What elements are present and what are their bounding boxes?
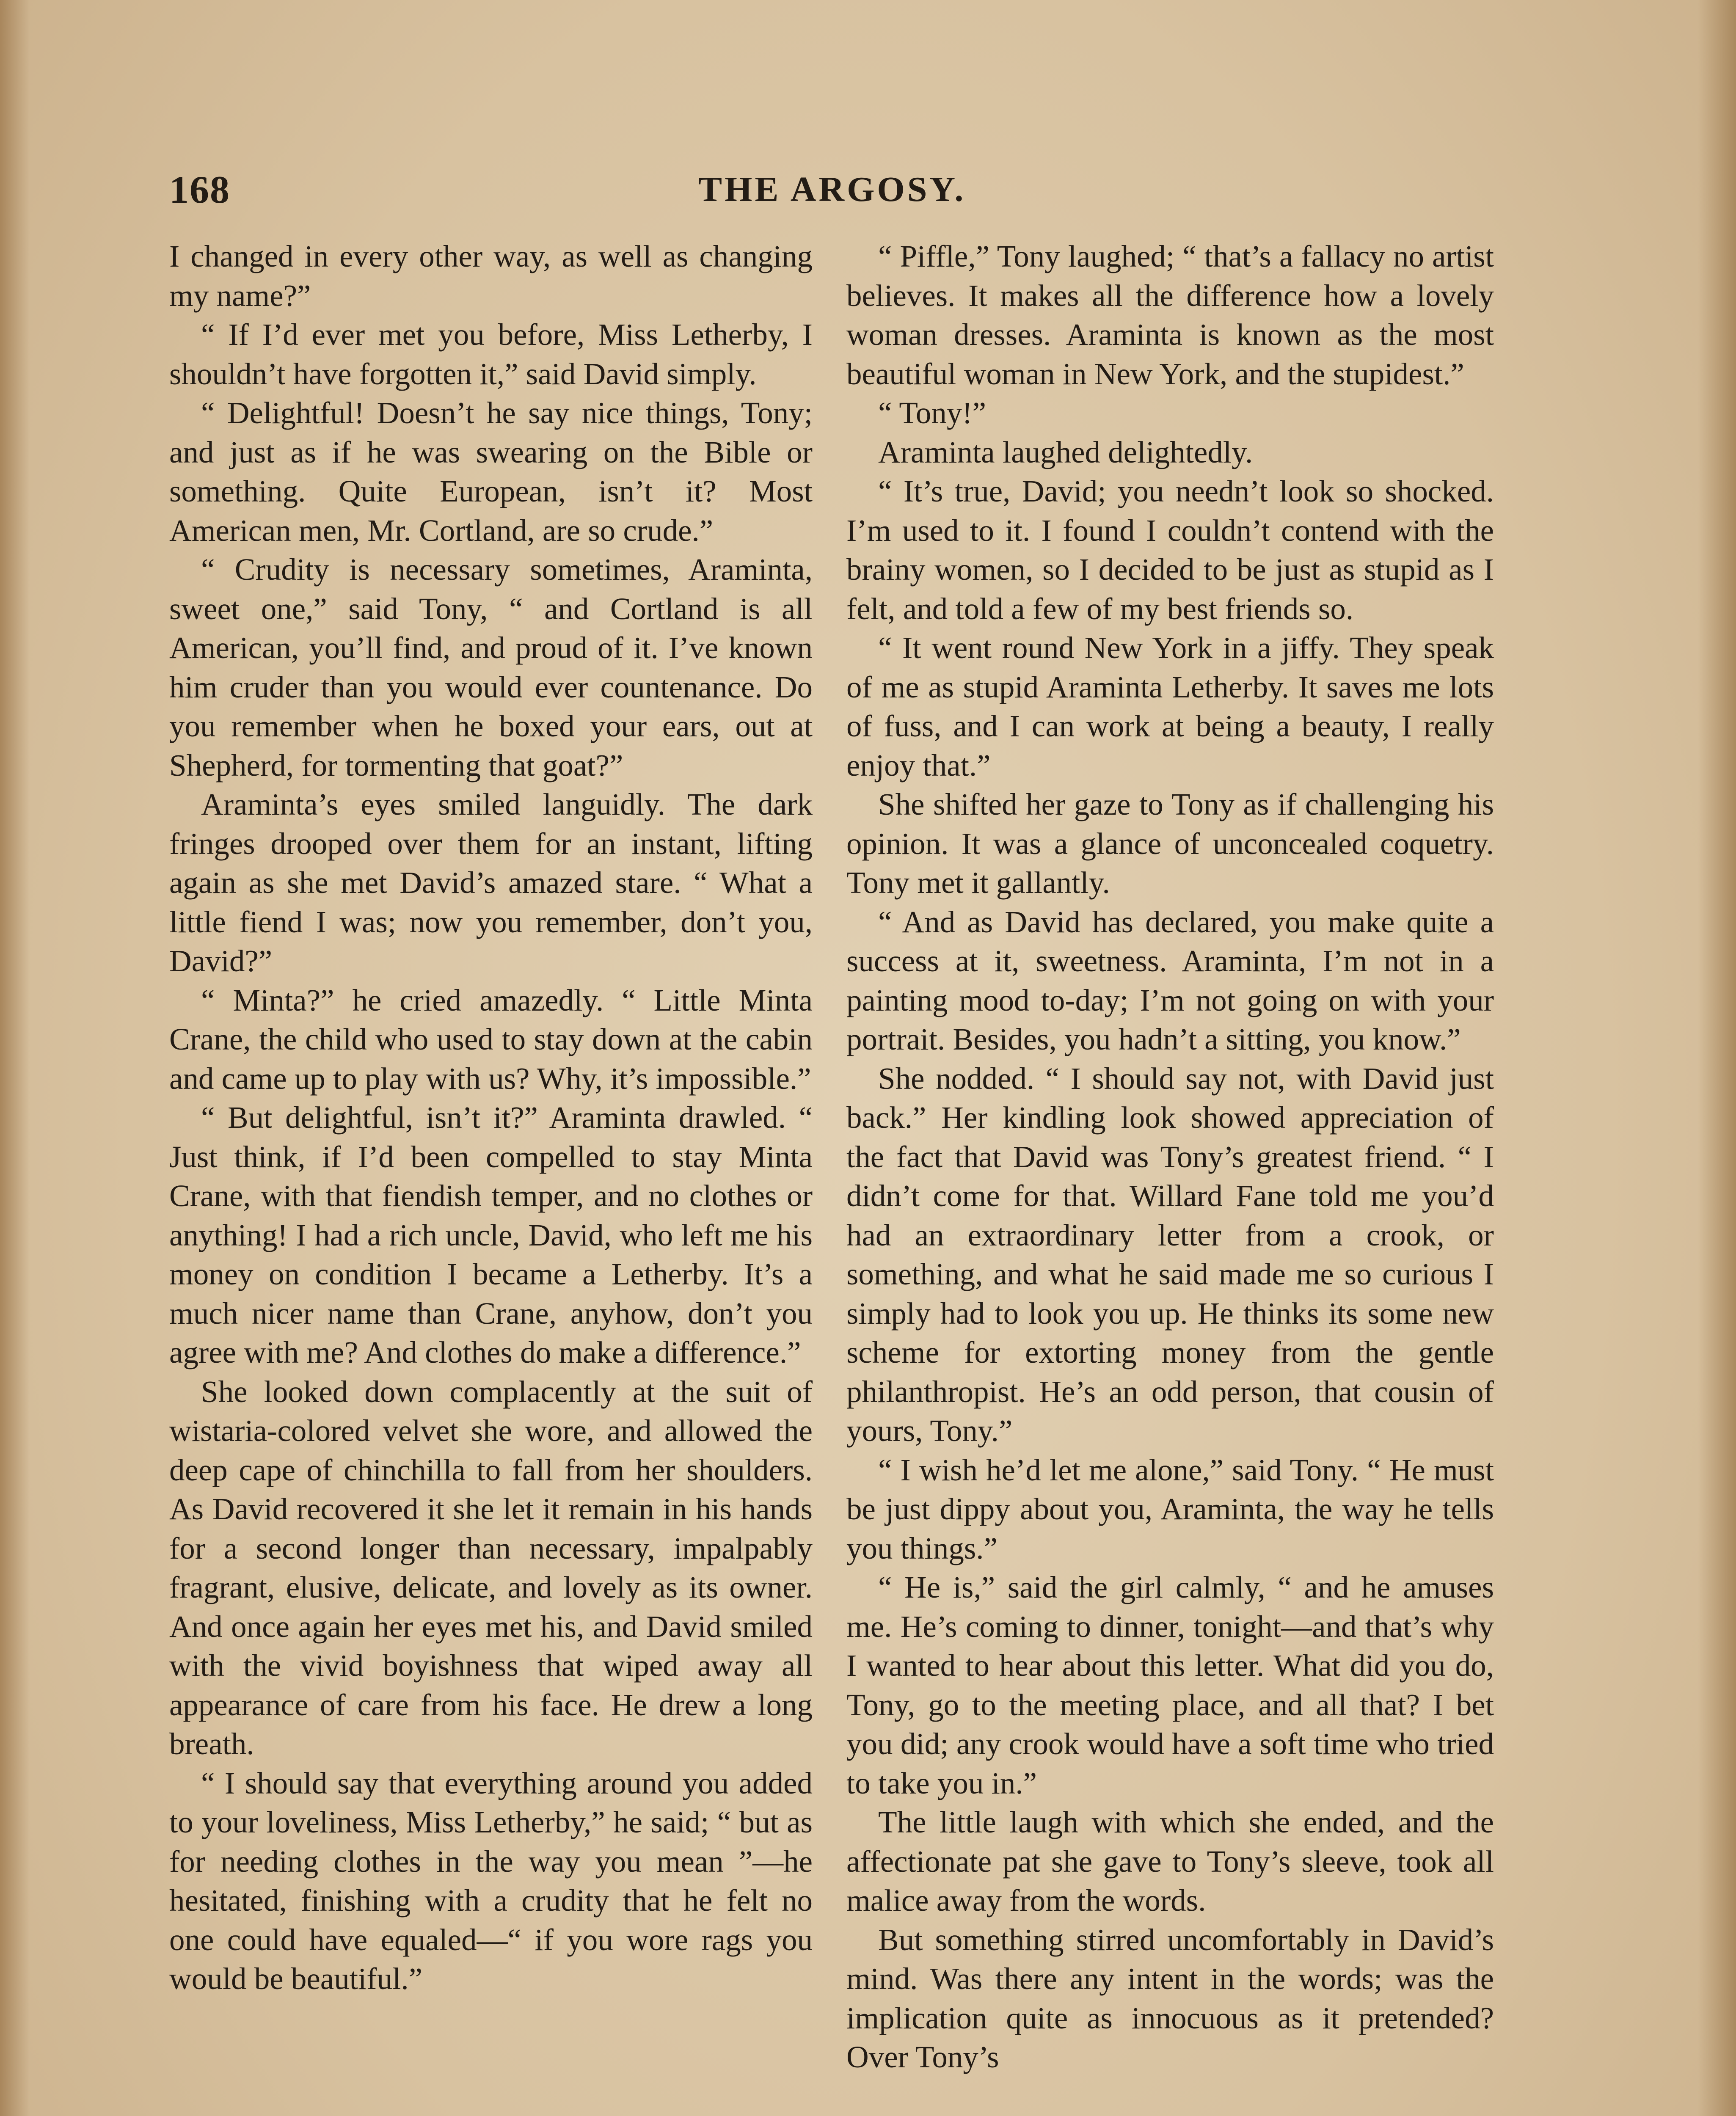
paragraph: “ Crudity is necessary sometimes, Araminta, sweet one,” said Tony, “ and Cortland is all American, you’ll find, and proud of it. I’ve known him cruder than you would ever countenance. Do you remember when he boxed your ears, out at Shepherd, for tormenting that goat?”: [169, 552, 813, 782]
right-column: [846, 237, 1494, 2077]
paragraph: Araminta laughed delightedly.: [878, 435, 1253, 469]
paragraph: “ Delightful! Doesn’t he say nice things, Tony; and just as if he was swearing on the Bible or something. Quite European, isn’t it? Most American men, Mr. Cortland, are so crude.”: [169, 396, 813, 548]
paragraph: “ Minta?” he cried amazedly. “ Little Minta Crane, the child who used to stay down at the cabin and came up to play with us? Why, it’s impossible.”: [169, 983, 813, 1096]
paragraph: “ It went round New York in a jiffy. They speak of me as stupid Araminta Letherby. It saves me lots of fuss, and I can work at being a beauty, I really enjoy that.”: [846, 631, 1494, 782]
paragraph: “ Piffle,” Tony laughed; “ that’s a fallacy no artist believes. It makes all the difference how a lovely woman dresses. Araminta is known as the most beautiful woman in New York, and the stupidest.”: [846, 239, 1494, 391]
paragraph: “ He is,” said the girl calmly, “ and he amuses me. He’s coming to dinner, tonight—and that’s why I wanted to hear about this letter. What did you do, Tony, go to the meeting place, and all that? I bet you did; any crook would have a soft time who tried to take you in.”: [846, 1570, 1494, 1800]
paragraph: The little laugh with which she ended, and the affectionate pat she gave to Tony’s sleeve, took all malice away from the words.: [846, 1805, 1494, 1918]
paragraph: But something stirred uncomfortably in David’s mind. Was there any intent in the words; was the implication quite as innocuous as it pretended? Over Tony’s: [846, 1922, 1494, 2074]
paragraph: “ Tony!”: [878, 396, 986, 430]
paragraph: “ I wish he’d let me alone,” said Tony. “ He must be just dippy about you, Araminta, the way he tells you things.”: [846, 1452, 1494, 1565]
page-header: [169, 167, 1502, 218]
paragraph: “ But delightful, isn’t it?” Araminta drawled. “ Just think, if I’d been compelled to stay Minta Crane, with that fiendish temper, and no clothes or anything! I had a rich uncle, David, who left me his money on condition I became a Letherby. It’s a much nicer name than Crane, anyhow, don’t you agree with me? And clothes do make a difference.”: [169, 1100, 813, 1369]
left-column: [169, 237, 813, 1999]
paragraph: She nodded. “ I should say not, with David just back.” Her kindling look showed appreciation of the fact that David was Tony’s greatest friend. “ I didn’t come for that. Willard Fane told me you’d had an extraordinary letter from a crook, or something, and what he said made me so curious I simply had to look you up. He thinks its some new scheme for extorting money from the gentle philanthropist. He’s an odd person, that cousin of yours, Tony.”: [846, 1061, 1494, 1448]
paragraph: She looked down complacently at the suit of wistaria-colored velvet she wore, and allowed the deep cape of chinchilla to fall from her shoulders. As David recovered it she let it remain in his hands for a second longer than necessary, impalpably fragrant, elusive, delicate, and lovely as its owner. And once again her eyes met his, and David smiled with the vivid boyishness that wiped away all appearance of care from his face. He drew a long breath.: [169, 1374, 813, 1761]
paragraph: Araminta’s eyes smiled languidly. The dark fringes drooped over them for an instant, lifting again as she met David’s amazed stare. “ What a little fiend I was; now you remember, don’t you, David?”: [169, 787, 813, 978]
paragraph: She shifted her gaze to Tony as if challenging his opinion. It was a glance of unconcealed coquetry. Tony met it gallantly.: [846, 787, 1494, 900]
paragraph: “ And as David has declared, you make quite a success at it, sweetness. Araminta, I’m not in a painting mood to-day; I’m not going on with your portrait. Besides, you hadn’t a sitting, you know.”: [846, 904, 1494, 1056]
page-number: 168: [169, 168, 230, 211]
paragraph: “ I should say that everything around you added to your loveliness, Miss Letherby,” he said; “ but as for needing clothes in the way you mean ”—he hesitated, finishing with a crudity that he felt no one could have equaled—“ if you wore rags you would be beautiful.”: [169, 1766, 813, 1996]
paragraph: “ If I’d ever met you before, Miss Letherby, I shouldn’t have forgotten it,” said David simply.: [169, 317, 813, 391]
paragraph: “ It’s true, David; you needn’t look so shocked. I’m used to it. I found I couldn’t contend with the brainy women, so I decided to be just as stupid as I felt, and told a few of my best friends so.: [846, 474, 1494, 626]
running-title: THE ARGOSY.: [698, 170, 966, 209]
paragraph: I changed in every other way, as well as changing my name?”: [169, 239, 813, 313]
